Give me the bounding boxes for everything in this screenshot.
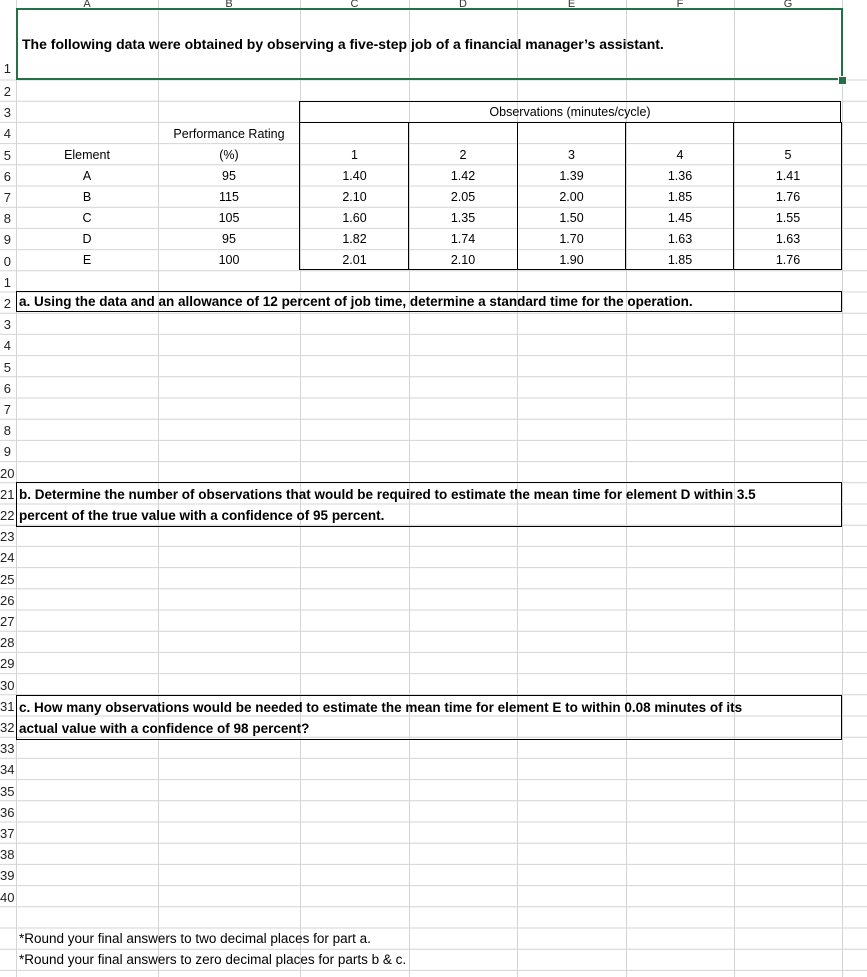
row-header-7[interactable]: 7 [3,190,11,205]
rating-cell: 100 [218,253,240,267]
fill-handle[interactable] [838,76,847,85]
row-header-17[interactable]: 7 [3,402,11,417]
observation-cell: 2.00 [559,190,584,204]
row-header-37[interactable]: 37 [0,826,15,841]
observation-cell: 1.70 [559,232,584,246]
row-header-31[interactable]: 31 [0,698,15,714]
column-header-e[interactable]: E [567,0,576,10]
observation-cell: 1.85 [667,190,693,204]
rating-cell: 105 [218,211,240,225]
row-header-23[interactable]: 23 [0,529,15,545]
observation-cell: 1.42 [450,169,476,183]
row-header-21[interactable]: 21 [0,486,15,502]
row-header-12[interactable]: 2 [3,296,11,311]
element-cell: E [82,253,92,267]
row-header-38[interactable]: 38 [0,847,15,863]
rating-header-line2: (%) [219,148,239,162]
observation-cell: 1.63 [775,232,801,246]
element-cell: D [82,232,92,246]
element-cell: C [82,211,92,225]
row-header-16[interactable]: 6 [3,380,11,396]
question-c-line2: actual value with a confidence of 98 percent? [19,721,310,736]
observation-cell: 1.82 [342,232,367,246]
row-header-33[interactable]: 33 [0,741,15,757]
row-header-25[interactable]: 25 [0,571,15,587]
observation-cell: 2.10 [450,253,476,267]
element-header: Element [64,148,110,162]
observation-cell: 1.36 [667,169,693,183]
rounding-note-1: *Round your final answers to two decimal places for part a. [19,931,371,946]
obs-number-3: 3 [568,148,575,162]
row-header-9[interactable]: 9 [3,232,11,248]
row-header-34[interactable]: 34 [0,762,15,778]
observation-cell: 2.01 [342,253,367,267]
title-text: The following data were obtained by observing a five-step job of a financial manager’s assistant. [22,36,664,52]
row-header-36[interactable]: 36 [0,804,15,820]
row-header-32[interactable]: 32 [0,720,15,735]
obs-number-2: 2 [459,148,467,162]
column-header-a[interactable]: A [83,0,91,10]
obs-number-1: 1 [351,148,358,162]
row-header-13[interactable]: 3 [3,317,11,333]
obs-number-5: 5 [784,148,792,162]
rounding-note-2: *Round your final answers to zero decimal places for parts b & c. [19,952,407,967]
row-header-18[interactable]: 8 [3,423,11,439]
rating-header-line1: Performance Rating [173,127,285,141]
observation-cell: 1.60 [342,211,367,225]
observation-cell: 1.40 [342,169,367,183]
question-b-line1: b. Determine the number of observations that would be required to estimate the mean time for element D within 3.5 [19,487,756,502]
observation-cell: 2.05 [450,190,476,204]
observation-cell: 1.55 [775,211,801,225]
question-a: a. Using the data and an allowance of 12 percent of job time, determine a standard time for the operation. [19,294,693,309]
row-header-10[interactable]: 0 [3,253,11,269]
rating-cell: 95 [222,232,236,246]
observation-cell: 1.90 [559,253,584,267]
row-header-1[interactable]: 1 [3,61,11,76]
rating-cell: 115 [219,190,239,204]
row-header-22[interactable]: 22 [0,508,15,523]
column-header-g[interactable]: G [783,0,793,10]
element-cell: A [82,169,92,183]
row-header-15[interactable]: 5 [3,359,11,375]
row-header-27[interactable]: 27 [0,614,15,629]
question-c-line1: c. How many observations would be needed to estimate the mean time for element E to within 0.08 minutes of its [19,700,743,715]
column-header-b[interactable]: B [225,0,233,10]
observation-cell: 1.76 [775,190,801,204]
observation-cell: 1.41 [775,169,801,183]
observation-cell: 1.35 [450,211,476,225]
row-header-24[interactable]: 24 [0,550,15,566]
observation-cell: 1.45 [667,211,693,225]
row-header-28[interactable]: 28 [0,635,15,651]
rating-cell: 95 [222,169,236,183]
observation-cell: 1.63 [667,232,693,246]
row-header-14[interactable]: 4 [3,338,11,354]
row-header-20[interactable]: 20 [0,465,15,481]
row-header-5[interactable]: 5 [3,147,11,163]
row-header-6[interactable]: 6 [3,168,11,184]
row-header-39[interactable]: 39 [0,868,15,884]
row-header-30[interactable]: 30 [0,677,15,693]
column-header-c[interactable]: C [350,0,359,10]
observation-cell: 1.39 [559,169,584,183]
observation-cell: 1.50 [559,211,584,225]
column-header-d[interactable]: D [459,0,467,10]
row-header-26[interactable]: 26 [0,592,15,608]
row-header-19[interactable]: 9 [3,444,11,460]
observation-cell: 1.85 [667,253,693,267]
column-header-f[interactable]: F [676,0,684,10]
observation-cell: 1.74 [450,232,476,246]
obs-number-4: 4 [676,148,684,162]
row-header-8[interactable]: 8 [3,211,11,227]
row-header-4[interactable]: 4 [3,126,11,142]
row-header-29[interactable]: 29 [0,656,15,672]
element-cell: B [82,190,92,204]
row-header-3[interactable]: 3 [3,105,11,121]
row-header-40[interactable]: 40 [0,889,15,905]
observation-cell: 2.10 [342,190,367,204]
observations-header: Observations (minutes/cycle) [489,105,651,119]
row-header-11[interactable]: 1 [3,274,11,290]
row-header-2[interactable]: 2 [3,84,11,99]
question-b-line2: percent of the true value with a confidence of 95 percent. [19,508,385,523]
row-header-35[interactable]: 35 [0,783,15,799]
observation-cell: 1.76 [775,253,801,267]
